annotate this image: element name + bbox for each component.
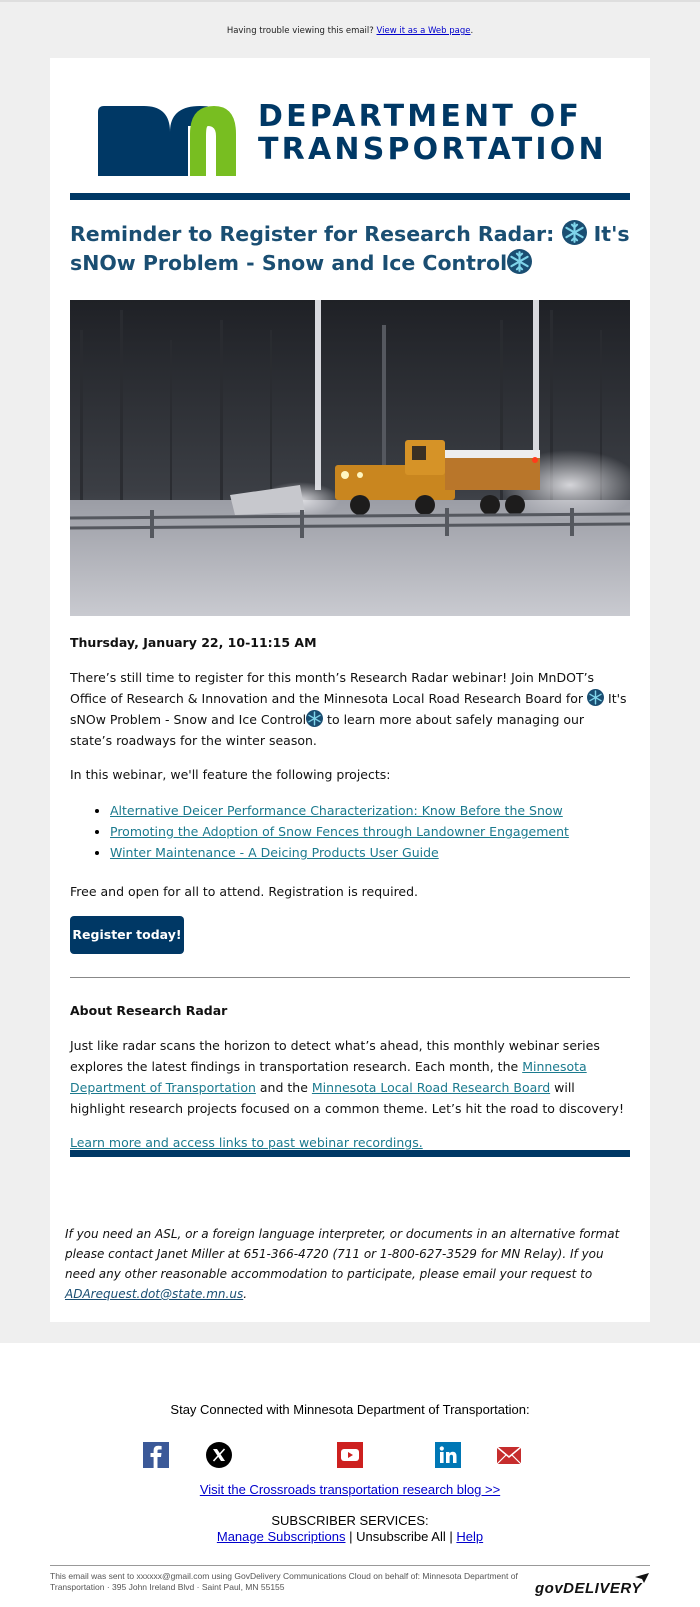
separator: | [349, 1529, 353, 1544]
title-part-1: Reminder to Register for Research Radar: [70, 222, 555, 246]
separator: | [449, 1529, 453, 1544]
wordmark-line-2: TRANSPORTATION [258, 132, 607, 167]
learn-more-link[interactable]: Learn more and access links to past webinar recordings. [70, 1135, 423, 1150]
list-item [110, 800, 630, 821]
wordmark-line-1: DEPARTMENT OF [258, 99, 583, 134]
list-item [110, 842, 630, 863]
crossroads-blog-link[interactable]: Visit the Crossroads transportation research blog >> [199, 1482, 501, 1497]
light-pole-left [315, 300, 321, 490]
about-text-2: and the [259, 1080, 308, 1095]
linkedin-icon[interactable] [435, 1442, 461, 1468]
about-heading: About Research Radar [70, 1003, 228, 1018]
project-link-snow-fences[interactable]: Promoting the Adoption of Snow Fences through Landowner Engagement [110, 824, 569, 839]
about-text-3: will highlight research projects focused on a common theme. Let’s hit the road to discovery! [70, 1080, 624, 1116]
stay-connected-text: Stay Connected with Minnesota Department of Transportation: [170, 1402, 530, 1417]
intro-text-3: to learn more about safely managing our state’s roadways for the winter season. [70, 712, 585, 748]
snowflake-icon [587, 689, 604, 706]
top-divider [0, 0, 700, 2]
intro-paragraph [70, 667, 630, 751]
subscriber-services-heading: SUBSCRIBER SERVICES: [271, 1513, 429, 1528]
intro-text-1: There’s still time to register for this month’s Research Radar webinar! Join MnDOT’s Office of Research & Innovation and the Minnesota Local Road Research Board for [70, 670, 595, 706]
accessibility-text: If you need an ASL, or a foreign language interpreter, or documents in an alternative format please contact Janet Miller at 651-366-4720 (711 or 1-800-627-3529 for MN Relay). If you need any other reasonable accommodation to participate, please email your request to [65, 1227, 620, 1281]
ada-email-link[interactable]: ADArequest.dot@state.mn.us [65, 1287, 244, 1301]
light-pole-right [533, 300, 539, 470]
project-link-deicer[interactable]: Alternative Deicer Performance Characterization: Know Before the Snow [110, 803, 563, 818]
mndot-link[interactable]: Minnesota Department of Transportation [70, 1059, 587, 1095]
snowplow-photo [70, 300, 630, 616]
youtube-icon[interactable] [337, 1442, 363, 1468]
trouble-text: Having trouble viewing this email? [226, 26, 374, 36]
about-text-1: Just like radar scans the horizon to detect what’s ahead, this monthly webinar series explores the latest findings in transportation research. Each month, the [70, 1038, 600, 1074]
view-online-bar [0, 26, 700, 36]
snowflake-icon [306, 710, 323, 727]
register-button[interactable]: Register today! [70, 916, 184, 954]
govdelivery-logo: govDELIVERY [535, 1580, 642, 1597]
help-link[interactable]: Help [456, 1529, 484, 1544]
event-date: Thursday, January 22, 10-11:15 AM [70, 635, 317, 650]
intro-text-2: It's sNOw Problem - Snow and Ice Control [70, 691, 627, 727]
subscriber-links [0, 1529, 700, 1544]
section-divider [70, 977, 630, 978]
footer-divider [50, 1565, 650, 1566]
sent-to-text: This email was sent to xxxxxx@gmail.com using GovDelivery Communications Cloud on behalf of: Minnesota Department of Transportation · 395 John Ireland Blvd · Saint Paul, MN 55155 [50, 1571, 518, 1592]
footer-rule [70, 1150, 630, 1157]
snowflake-icon [562, 220, 587, 245]
email-card [50, 58, 650, 1322]
header-rule [70, 193, 630, 200]
utility-pole [382, 325, 386, 485]
department-wordmark [258, 100, 607, 166]
view-web-page-link[interactable]: View it as a Web page [376, 26, 471, 36]
view-link-suffix: . [470, 26, 474, 36]
project-link-deicing-guide[interactable]: Winter Maintenance - A Deicing Products User Guide [110, 845, 439, 860]
accessibility-note [65, 1224, 635, 1304]
email-icon[interactable] [496, 1442, 522, 1468]
feature-intro: In this webinar, we'll feature the following projects: [70, 767, 391, 782]
facebook-icon[interactable] [143, 1442, 169, 1468]
govdelivery-envelope-icon [635, 1573, 649, 1583]
lrrb-link[interactable]: Minnesota Local Road Research Board [311, 1080, 551, 1095]
list-item [110, 821, 630, 842]
about-paragraph [70, 1035, 630, 1119]
ada-suffix: . [243, 1287, 248, 1301]
free-attend-text: Free and open for all to attend. Registration is required. [70, 884, 419, 899]
manage-subscriptions-link[interactable]: Manage Subscriptions [216, 1529, 346, 1544]
x-icon[interactable] [206, 1442, 232, 1468]
unsubscribe-all-link[interactable]: Unsubscribe All [356, 1529, 446, 1544]
article-title [70, 220, 630, 278]
project-list [110, 800, 630, 863]
blog-link-line [0, 1482, 700, 1497]
logo-n-green [190, 106, 236, 176]
snowflake-icon [507, 249, 532, 274]
title-part-2: It's sNOw Problem - Snow and Ice Control [70, 222, 630, 275]
